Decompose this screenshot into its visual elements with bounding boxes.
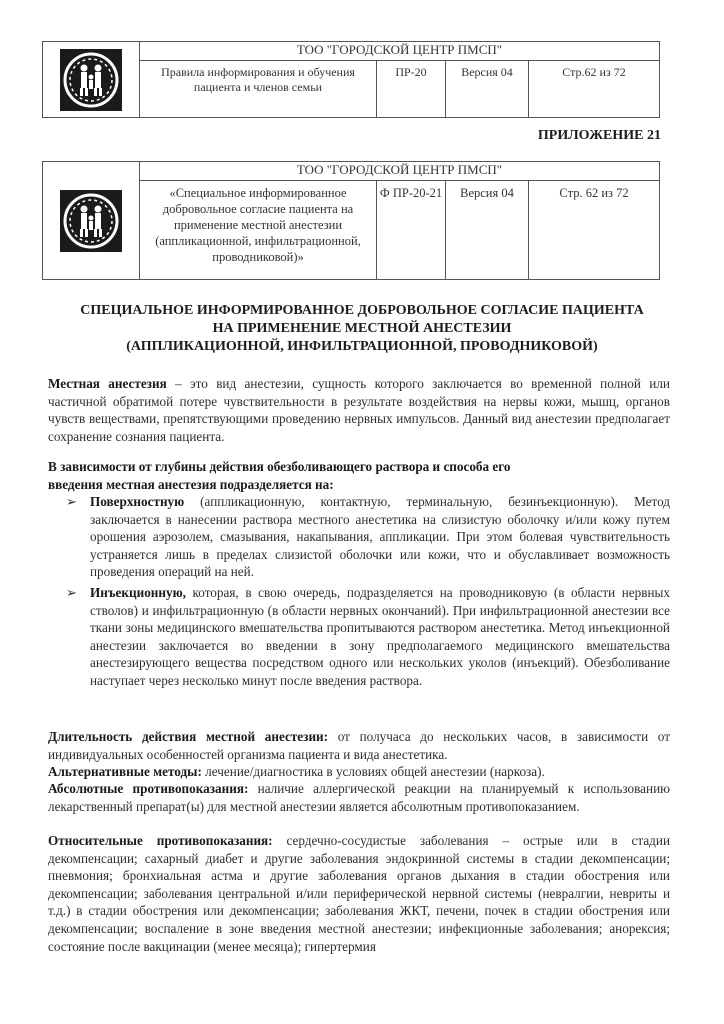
logo-cell <box>43 42 140 118</box>
family-logo-icon <box>60 49 122 111</box>
document-title <box>40 302 684 356</box>
absolute-term: Абсолютные противопоказания: <box>48 781 249 796</box>
bullet-text: которая, в свою очередь, подразделяется на проводниковую (в области нервных стволов) и инфильтрационную (в области нервных окончаний). При инфильтрационной анестезии все ткани зоны медицинского вмешательства пропитываются раствором анестетика. Метод инъекционной анестезии заключается во введении в зону предполагаемого медицинского вмешательства анестезирующего вещества посредством одного или нескольких уколов (инъекций). Обезболивание наступает через несколько минут после введения раствора. <box>90 585 670 688</box>
duration-term: Длительность действия местной анестезии: <box>48 729 329 744</box>
form-title: «Специальное информированное добровольное согласие пациента на применение местной анестезии (аппликационной, инфильтрационной, проводниковой)» <box>140 181 377 280</box>
relative-contraindications-paragraph <box>48 832 670 955</box>
definition-paragraph <box>48 375 670 445</box>
doc-version: Версия 04 <box>446 61 529 118</box>
bullet-term: Поверхностную <box>90 494 185 509</box>
classification-heading <box>48 458 670 493</box>
family-logo-icon <box>60 190 122 252</box>
bullet-text: (аппликационную, контактную, терминальную, безинъекционную). Метод заключается в нанесении раствора местного анестетика на слизистую оболочку и/или кожу путем орошения аэрозолем, смазывания, накапывания, аппликации. При этом болевая чувствительность устраняется лишь в пределах слизистой оболочки или кожи, что и обуславливает возможность проведения операций на ней. <box>90 494 670 580</box>
doc-title: Правила информирования и обучения пациента и членов семьи <box>140 61 377 118</box>
doc-code: ПР-20 <box>377 61 446 118</box>
title-line: СПЕЦИАЛЬНОЕ ИНФОРМИРОВАННОЕ ДОБРОВОЛЬНОЕ СОГЛАСИЕ ПАЦИЕНТА <box>80 303 644 318</box>
form-header-table <box>42 161 660 280</box>
org-name: ТОО "ГОРОДСКОЙ ЦЕНТР ПМСП" <box>140 42 660 61</box>
document-header-table <box>42 41 660 118</box>
definition-term: Местная анестезия <box>48 376 167 391</box>
appendix-label: ПРИЛОЖЕНИЕ 21 <box>537 128 661 143</box>
alternatives-term: Альтернативные методы: <box>48 764 202 779</box>
absolute-contraindications-paragraph <box>48 780 670 815</box>
list-item <box>66 493 670 581</box>
duration-paragraph <box>48 728 670 763</box>
heading-line: В зависимости от глубины действия обезболивающего раствора и способа его <box>48 459 511 474</box>
arrow-bullet-icon: ➢ <box>66 585 78 600</box>
form-page: Стр. 62 из 72 <box>529 181 660 280</box>
title-line: (АППЛИКАЦИОННОЙ, ИНФИЛЬТРАЦИОННОЙ, ПРОВОДНИКОВОЙ) <box>126 339 598 354</box>
logo-cell <box>43 162 140 280</box>
absolute-text: наличие аллергической реакции на планируемый к использованию лекарственный препарат(ы) для местной анестезии является абсолютным противопоказанием. <box>48 781 671 814</box>
alternatives-text: лечение/диагностика в условиях общей анестезии (наркоза). <box>201 764 545 779</box>
org-name: ТОО "ГОРОДСКОЙ ЦЕНТР ПМСП" <box>140 162 660 181</box>
doc-page: Стр.62 из 72 <box>529 61 660 118</box>
arrow-bullet-icon: ➢ <box>66 494 78 509</box>
title-line: НА ПРИМЕНЕНИЕ МЕСТНОЙ АНЕСТЕЗИИ <box>212 321 512 336</box>
form-code: Ф ПР-20-21 <box>377 181 446 280</box>
form-version: Версия 04 <box>446 181 529 280</box>
definition-text: – это вид анестезии, сущность которого заключается во временной полной или частичной обратимой потере чувствительности в результате воздействия на нервы кожи, мышц, органов чувств веществами, препятствующими проведению нервных импульсов. Данный вид анестезии предполагает сохранение сознания пациента. <box>48 376 670 444</box>
duration-text: от получаса до нескольких часов, в зависимости от индивидуальных особенностей организма пациента и вида анестетика. <box>48 729 670 762</box>
bullet-term: Инъекционную, <box>90 585 186 600</box>
heading-line: введения местная анестезия подразделяется на: <box>48 476 334 492</box>
alternatives-paragraph <box>48 763 670 781</box>
relative-term: Относительные противопоказания: <box>48 833 273 848</box>
relative-text: сердечно-сосудистые заболевания – острые или в стадии декомпенсации; сахарный диабет и другие заболевания эндокринной системы в стадии декомпенсации; пневмония; бронхиальная астма и другие заболевания органов дыхания в стадии обострения или декомпенсации; заболевания центральной и/или периферической нервной системы (невралгии, невриты и т.д.) в стадии обострения или декомпенсации; заболевания ЖКТ, печени, почек в стадии обострения или декомпенсации; воспаление в зоне введения местной анестезии; инфекционные заболевания; анорексия; состояние после вакцинации (менее месяца); гипертермия <box>48 833 671 954</box>
list-item <box>66 584 670 690</box>
